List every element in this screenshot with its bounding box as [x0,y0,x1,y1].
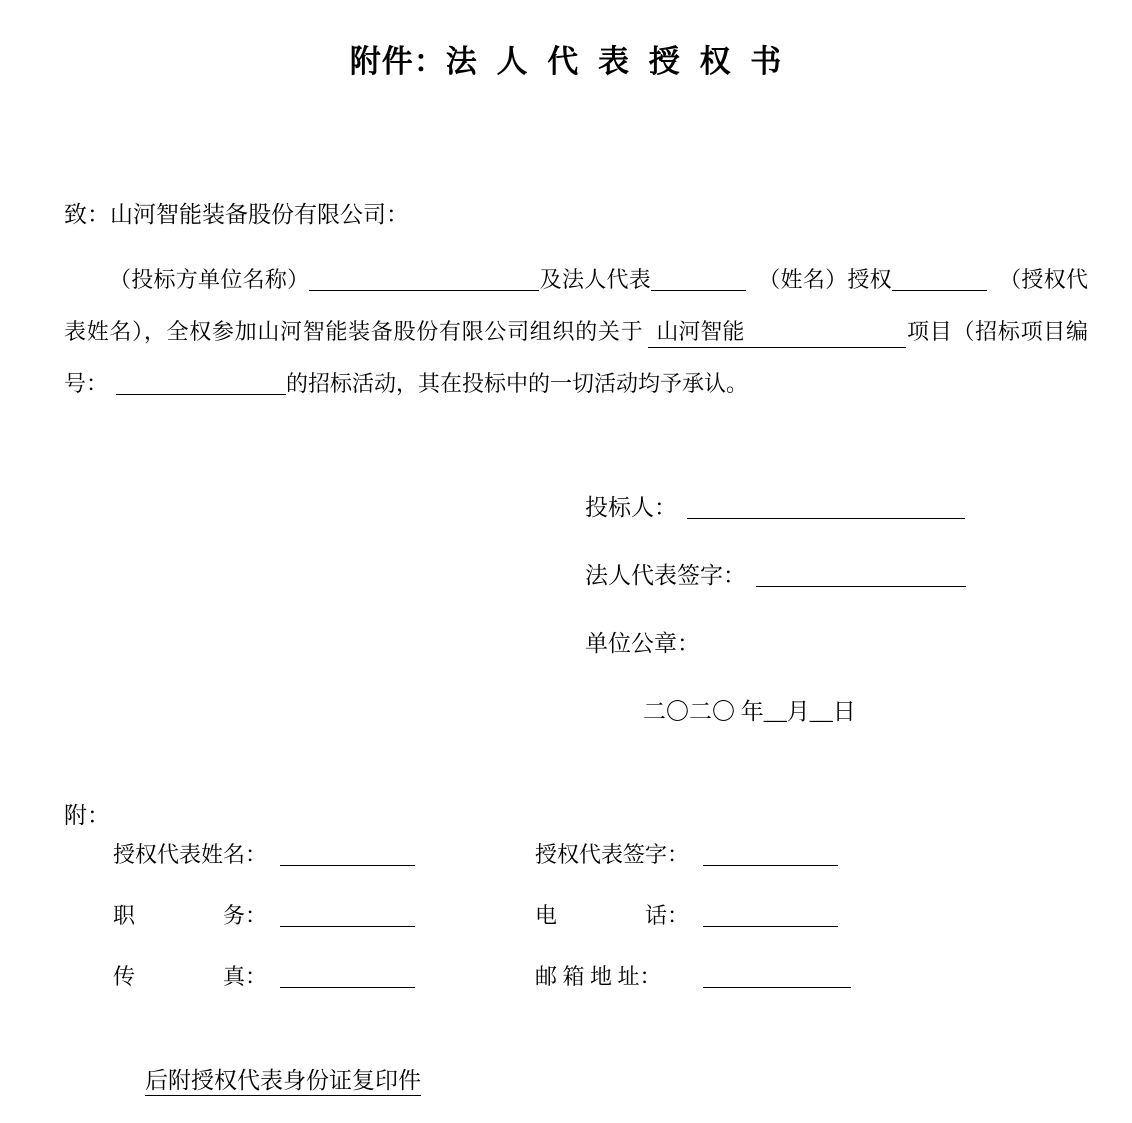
company-name-blank [309,290,539,291]
fax-line [280,987,415,988]
bidder-label: 投标人： [585,495,677,520]
body-text-1: （投标方单位名称） [109,267,310,292]
authorized-rep-signature-label: 授权代表签字： [535,842,690,867]
field-email [535,964,851,989]
legal-rep-signature-label: 法人代表签字： [585,563,746,588]
date-row [585,693,966,724]
project-name-blank: 山河智能 [648,317,906,348]
position-label: 职 务： [113,903,268,928]
authorized-rep-name-blank [892,290,987,291]
phone-line [703,926,838,927]
field-row-position-phone [113,899,851,929]
body-text-4: （授权代表姓名），全权参加山河智能装备股份有限公司组织的关于 [64,267,1088,344]
company-seal-label: 单位公章： [585,631,700,656]
attachment-fields [113,838,851,1021]
date-line: 二〇二〇 年__月__日 [643,699,856,724]
footer-note [145,1062,421,1095]
document-title: 附件：法 人 代 表 授 权 书 [349,44,783,79]
field-authorized-rep-signature [535,842,838,867]
body-text-6: 的招标活动，其在投标中的一切活动均予承认。 [286,371,749,396]
body-paragraph [64,254,1088,410]
legal-rep-name-blank [651,290,746,291]
phone-label: 电 话： [535,903,690,928]
field-row-fax-email [113,960,851,990]
email-line [703,987,851,988]
attachment-heading: 附： [64,803,110,828]
field-position [113,899,535,930]
project-number-blank [116,394,286,395]
body-text-5: 项目（招标项目编号： [64,319,1088,396]
authorized-rep-name-line [280,865,415,866]
field-fax [113,960,535,991]
authorized-rep-signature-line [703,865,838,866]
field-phone [535,903,838,928]
footer-note-text: 后附授权代表身份证复印件 [145,1068,421,1096]
body-text-3: （姓名）授权 [758,267,892,292]
email-label: 邮 箱 地 址： [535,964,662,989]
legal-rep-signature-line [756,586,966,587]
field-row-name-signature [113,838,851,868]
bidder-signature-line [687,518,965,519]
body-text-2: 及法人代表 [539,267,652,292]
field-authorized-rep-name [113,838,535,869]
authorized-rep-name-label: 授权代表姓名： [113,842,268,867]
salutation-line: 致：山河智能装备股份有限公司： [64,202,409,227]
company-seal-row [585,625,966,656]
legal-rep-signature-row [585,557,966,588]
fax-label: 传 真： [113,964,268,989]
position-line [280,926,415,927]
bidder-row [585,489,966,520]
signature-block [585,489,966,761]
